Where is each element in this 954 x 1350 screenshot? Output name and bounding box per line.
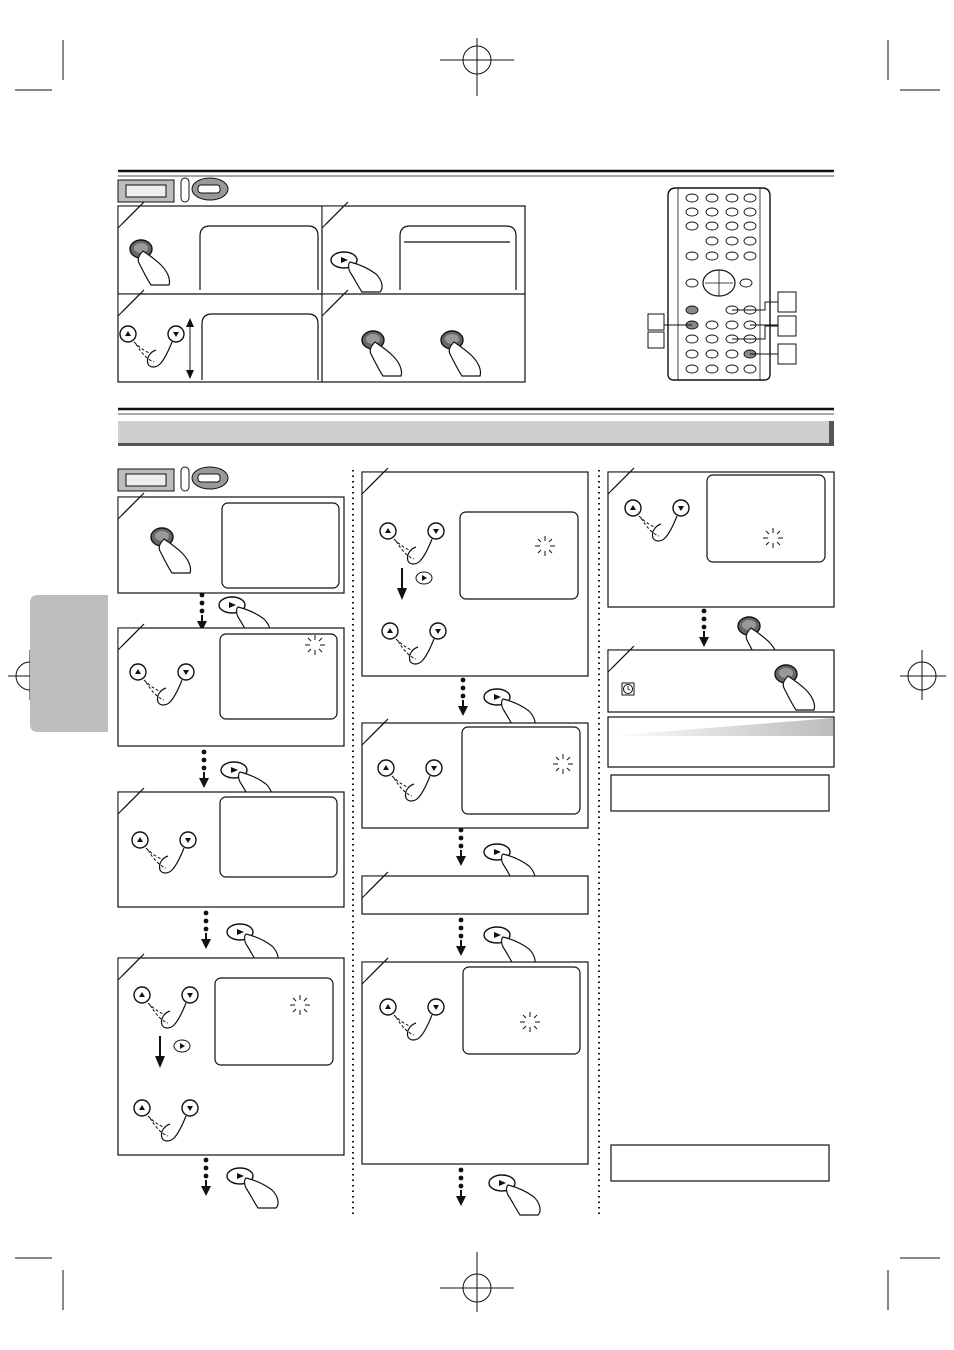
left-column-steps <box>118 497 344 1155</box>
note-box-bottom <box>611 1145 829 1181</box>
right-column-steps <box>608 472 834 767</box>
side-tab <box>30 595 108 732</box>
vcr-badge <box>118 180 174 202</box>
remote-control <box>648 188 796 380</box>
clock-icon <box>622 683 634 695</box>
note-box-top <box>611 775 829 811</box>
middle-column-steps <box>362 472 588 1164</box>
top-steps-grid <box>118 206 525 382</box>
section-title-bar <box>118 421 834 445</box>
mode-switch <box>181 178 229 202</box>
